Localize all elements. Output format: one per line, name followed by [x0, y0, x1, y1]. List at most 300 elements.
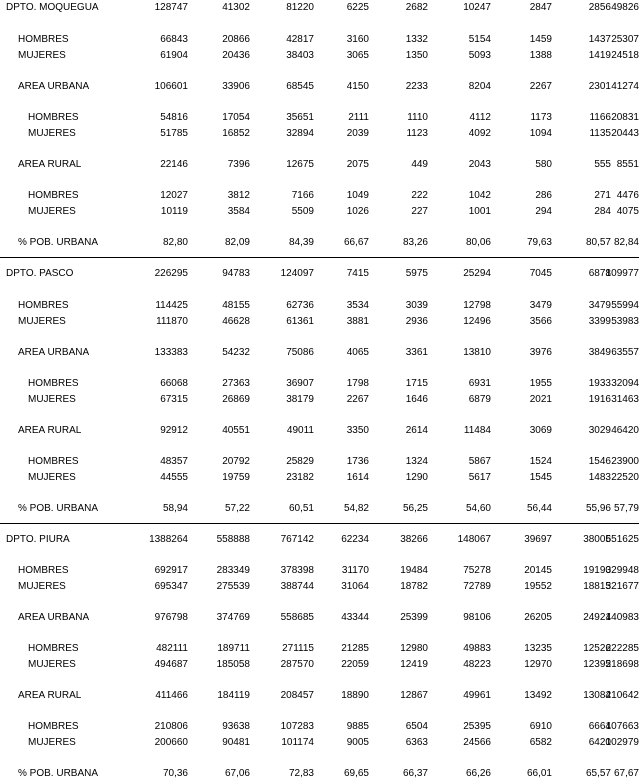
table-cell: 36907 — [286, 378, 314, 389]
table-row — [0, 658, 639, 672]
table-cell: 66843 — [160, 34, 188, 45]
table-cell: 65,57 — [585, 768, 611, 779]
table-cell: 102979 — [605, 737, 639, 748]
table-cell: 329948 — [605, 565, 639, 576]
section-divider — [0, 523, 639, 524]
table-cell: 4476 — [616, 190, 639, 201]
table-cell: 7415 — [346, 268, 369, 279]
table-cell: 114425 — [155, 300, 188, 311]
row-label: MUJERES — [18, 50, 66, 61]
table-row — [0, 533, 639, 547]
table-cell: 1324 — [405, 456, 428, 467]
table-cell: 1736 — [346, 456, 369, 467]
table-cell: 1955 — [529, 378, 552, 389]
table-cell: 8551 — [616, 159, 639, 170]
table-cell: 449 — [411, 159, 428, 170]
table-cell: 1916 — [588, 394, 611, 405]
table-row — [0, 424, 639, 438]
table-cell: 200660 — [154, 737, 188, 748]
table-cell: 3029 — [588, 425, 611, 436]
row-label: HOMBRES — [28, 456, 79, 467]
table-cell: 271115 — [282, 643, 314, 654]
row-label: HOMBRES — [18, 565, 69, 576]
table-cell: 1350 — [405, 50, 428, 61]
table-cell: 66,01 — [526, 768, 552, 779]
table-cell: 94783 — [222, 268, 250, 279]
table-cell: 4092 — [468, 128, 491, 139]
table-cell: 12395 — [583, 659, 611, 670]
table-row — [0, 49, 639, 63]
table-cell: 56,25 — [402, 503, 428, 514]
table-row — [0, 189, 639, 203]
table-cell: 1933 — [588, 378, 611, 389]
table-cell: 1049 — [346, 190, 369, 201]
table-cell: 3399 — [588, 316, 611, 327]
table-row — [0, 80, 639, 94]
table-cell: 84,39 — [288, 237, 314, 248]
table-cell: 1715 — [405, 378, 428, 389]
table-cell: 61361 — [286, 316, 314, 327]
row-label: MUJERES — [28, 128, 76, 139]
table-cell: 148067 — [457, 534, 491, 545]
table-row — [0, 111, 639, 125]
table-cell: 42817 — [286, 34, 314, 45]
table-cell: 8204 — [468, 81, 491, 92]
table-row — [0, 689, 639, 703]
table-cell: 23182 — [286, 472, 314, 483]
table-cell: 1135 — [589, 128, 611, 139]
table-cell: 55,96 — [585, 503, 611, 514]
table-cell: 20831 — [611, 112, 639, 123]
table-cell: 692917 — [154, 565, 188, 576]
table-cell: 5154 — [468, 34, 491, 45]
table-cell: 82,80 — [162, 237, 188, 248]
table-cell: 378398 — [280, 565, 314, 576]
table-cell: 7396 — [227, 159, 250, 170]
table-cell: 374769 — [216, 612, 250, 623]
table-cell: 9005 — [346, 737, 369, 748]
table-cell: 54,60 — [465, 503, 491, 514]
table-row — [0, 502, 639, 516]
table-cell: 3039 — [405, 300, 428, 311]
table-row — [0, 471, 639, 485]
table-row — [0, 205, 639, 219]
table-cell: 651625 — [605, 534, 639, 545]
table-cell: 1001 — [468, 206, 491, 217]
row-label: MUJERES — [28, 737, 76, 748]
row-label: HOMBRES — [28, 378, 79, 389]
table-cell: 3849 — [588, 347, 611, 358]
table-cell: 31170 — [341, 565, 369, 576]
table-cell: 44555 — [160, 472, 188, 483]
table-cell: 2043 — [468, 159, 491, 170]
table-cell: 6225 — [346, 2, 369, 13]
table-cell: 111870 — [156, 316, 188, 327]
table-cell: 13235 — [524, 643, 552, 654]
table-cell: 283349 — [216, 565, 250, 576]
table-cell: 580 — [535, 159, 552, 170]
table-cell: 4112 — [469, 112, 491, 123]
table-cell: 57,22 — [224, 503, 250, 514]
table-cell: 25294 — [463, 268, 491, 279]
table-cell: 286 — [535, 190, 552, 201]
row-label: % POB. URBANA — [18, 768, 99, 779]
table-cell: 35651 — [286, 112, 314, 123]
row-label: MUJERES — [18, 581, 66, 592]
table-cell: 222285 — [605, 643, 639, 654]
table-cell: 226295 — [154, 268, 188, 279]
table-cell: 22520 — [611, 472, 639, 483]
table-cell: 1419 — [588, 50, 611, 61]
table-cell: 287570 — [280, 659, 314, 670]
table-cell: 321677 — [605, 581, 639, 592]
table-cell: 6363 — [405, 737, 428, 748]
table-cell: 13492 — [524, 690, 552, 701]
table-cell: 19552 — [524, 581, 552, 592]
table-cell: 107283 — [280, 721, 314, 732]
table-cell: 4150 — [346, 81, 369, 92]
table-cell: 3976 — [529, 347, 552, 358]
table-cell: 1110 — [407, 112, 428, 123]
table-cell: 80,57 — [585, 237, 611, 248]
table-cell: 66,37 — [402, 768, 428, 779]
table-cell: 24921 — [583, 612, 611, 623]
table-cell: 128747 — [154, 2, 188, 13]
table-cell: 494687 — [154, 659, 188, 670]
row-label: MUJERES — [18, 316, 66, 327]
table-cell: 2021 — [529, 394, 552, 405]
table-row — [0, 158, 639, 172]
table-cell: 11484 — [463, 425, 491, 436]
table-cell: 210642 — [605, 690, 639, 701]
table-cell: 12867 — [400, 690, 428, 701]
table-cell: 58,94 — [162, 503, 188, 514]
table-cell: 20443 — [611, 128, 639, 139]
table-cell: 1388264 — [149, 534, 188, 545]
table-cell: 22146 — [160, 159, 188, 170]
table-cell: 12980 — [400, 643, 428, 654]
table-cell: 6664 — [588, 721, 611, 732]
row-label: AREA URBANA — [18, 612, 90, 623]
table-cell: 1388 — [529, 50, 552, 61]
table-cell: 3584 — [227, 206, 250, 217]
table-cell: 3065 — [346, 50, 369, 61]
table-cell: 1614 — [346, 472, 369, 483]
table-cell: 21285 — [341, 643, 369, 654]
table-cell: 54232 — [222, 347, 250, 358]
table-cell: 49961 — [463, 690, 491, 701]
table-cell: 13084 — [583, 690, 611, 701]
table-cell: 184119 — [217, 690, 250, 701]
table-cell: 6504 — [405, 721, 428, 732]
table-cell: 31463 — [611, 394, 639, 405]
table-row — [0, 1, 639, 15]
table-cell: 81220 — [286, 2, 314, 13]
table-cell: 53983 — [611, 316, 639, 327]
table-cell: 558685 — [280, 612, 314, 623]
table-cell: 56,44 — [526, 503, 552, 514]
table-cell: 101174 — [281, 737, 314, 748]
table-cell: 19190 — [583, 565, 611, 576]
table-cell: 62736 — [286, 300, 314, 311]
table-cell: 4065 — [346, 347, 369, 358]
table-cell: 3160 — [346, 34, 369, 45]
table-cell: 107663 — [605, 721, 639, 732]
table-cell: 3350 — [346, 425, 369, 436]
table-cell: 1173 — [530, 112, 552, 123]
row-label: HOMBRES — [28, 643, 79, 654]
table-cell: 1798 — [346, 378, 369, 389]
table-row — [0, 393, 639, 407]
table-cell: 2682 — [405, 2, 428, 13]
table-cell: 38179 — [286, 394, 314, 405]
table-cell: 66068 — [160, 378, 188, 389]
table-cell: 275539 — [216, 581, 250, 592]
table-cell: 7166 — [291, 190, 314, 201]
table-cell: 38266 — [400, 534, 428, 545]
table-row — [0, 611, 639, 625]
table-cell: 3881 — [346, 316, 369, 327]
table-row — [0, 377, 639, 391]
row-label: HOMBRES — [18, 34, 69, 45]
table-cell: 68545 — [286, 81, 314, 92]
table-cell: 39697 — [524, 534, 552, 545]
table-row — [0, 564, 639, 578]
row-label: AREA URBANA — [18, 347, 90, 358]
table-cell: 31064 — [341, 581, 369, 592]
table-row — [0, 299, 639, 313]
table-cell: 208457 — [280, 690, 314, 701]
table-cell: 1332 — [405, 34, 428, 45]
table-cell: 5867 — [468, 456, 491, 467]
table-cell: 20145 — [524, 565, 552, 576]
table-row — [0, 736, 639, 750]
table-cell: 61904 — [160, 50, 188, 61]
table-row — [0, 455, 639, 469]
row-label: MUJERES — [28, 659, 76, 670]
table-cell: 3479 — [529, 300, 552, 311]
table-cell: 6878 — [588, 268, 611, 279]
table-cell: 388744 — [280, 581, 314, 592]
table-cell: 93638 — [222, 721, 250, 732]
table-cell: 38005 — [583, 534, 611, 545]
table-cell: 80,06 — [465, 237, 491, 248]
table-cell: 22059 — [341, 659, 369, 670]
table-cell: 1546 — [588, 456, 611, 467]
table-cell: 482111 — [156, 643, 188, 654]
table-cell: 3566 — [529, 316, 552, 327]
table-cell: 12027 — [160, 190, 188, 201]
table-cell: 12675 — [286, 159, 314, 170]
table-cell: 75086 — [286, 347, 314, 358]
table-cell: 4075 — [616, 206, 639, 217]
table-cell: 3069 — [529, 425, 552, 436]
row-label: HOMBRES — [28, 721, 79, 732]
table-cell: 1483 — [588, 472, 611, 483]
table-row — [0, 580, 639, 594]
table-cell: 24518 — [611, 50, 639, 61]
table-cell: 18890 — [341, 690, 369, 701]
table-cell: 222 — [411, 190, 428, 201]
table-cell: 25829 — [286, 456, 314, 467]
table-cell: 133383 — [154, 347, 188, 358]
row-label: DPTO. MOQUEGUA — [6, 2, 99, 13]
table-cell: 16852 — [222, 128, 250, 139]
table-cell: 12419 — [400, 659, 428, 670]
table-cell: 2111 — [348, 112, 369, 123]
table-cell: 20866 — [222, 34, 250, 45]
row-label: AREA RURAL — [18, 690, 82, 701]
table-cell: 12526 — [583, 643, 611, 654]
table-row — [0, 720, 639, 734]
table-cell: 38403 — [286, 50, 314, 61]
table-cell: 189711 — [217, 643, 250, 654]
table-cell: 10247 — [463, 2, 491, 13]
table-cell: 2075 — [346, 159, 369, 170]
table-cell: 5093 — [468, 50, 491, 61]
table-cell: 79,63 — [526, 237, 552, 248]
table-cell: 1524 — [529, 456, 552, 467]
table-cell: 67,06 — [224, 768, 250, 779]
row-label: MUJERES — [28, 394, 76, 405]
table-row — [0, 642, 639, 656]
table-cell: 57,79 — [613, 503, 639, 514]
row-label: AREA RURAL — [18, 425, 82, 436]
table-cell: 26205 — [524, 612, 552, 623]
table-cell: 26869 — [222, 394, 250, 405]
table-cell: 6582 — [529, 737, 552, 748]
table-cell: 27363 — [222, 378, 250, 389]
table-cell: 2847 — [529, 2, 552, 13]
table-cell: 1042 — [468, 190, 491, 201]
table-cell: 2614 — [405, 425, 428, 436]
table-cell: 10119 — [160, 206, 188, 217]
table-cell: 3812 — [227, 190, 250, 201]
table-cell: 1437 — [588, 34, 611, 45]
table-cell: 6931 — [468, 378, 491, 389]
table-cell: 67315 — [160, 394, 188, 405]
table-cell: 32894 — [286, 128, 314, 139]
table-cell: 185058 — [216, 659, 250, 670]
table-cell: 18782 — [400, 581, 428, 592]
table-cell: 12970 — [524, 659, 552, 670]
table-cell: 25395 — [463, 721, 491, 732]
row-label: DPTO. PIURA — [6, 534, 70, 545]
table-cell: 3534 — [346, 300, 369, 311]
table-cell: 1094 — [529, 128, 552, 139]
table-cell: 1459 — [529, 34, 552, 45]
table-cell: 1545 — [529, 472, 552, 483]
table-cell: 54816 — [160, 112, 188, 123]
row-label: HOMBRES — [28, 112, 79, 123]
table-cell: 5975 — [405, 268, 428, 279]
table-cell: 20436 — [222, 50, 250, 61]
table-cell: 411466 — [155, 690, 188, 701]
table-cell: 2267 — [529, 81, 552, 92]
table-cell: 3361 — [405, 347, 428, 358]
table-cell: 6420 — [588, 737, 611, 748]
table-cell: 43344 — [341, 612, 369, 623]
table-cell: 227 — [411, 206, 428, 217]
row-label: HOMBRES — [28, 190, 79, 201]
table-cell: 75278 — [463, 565, 491, 576]
table-cell: 40551 — [222, 425, 250, 436]
table-cell: 62234 — [341, 534, 369, 545]
table-cell: 69,65 — [343, 768, 369, 779]
table-row — [0, 315, 639, 329]
table-cell: 284 — [594, 206, 611, 217]
table-cell: 2267 — [346, 394, 369, 405]
table-cell: 48155 — [222, 300, 250, 311]
table-cell: 46628 — [222, 316, 250, 327]
table-cell: 83,26 — [402, 237, 428, 248]
table-cell: 12496 — [463, 316, 491, 327]
table-cell: 25399 — [400, 612, 428, 623]
table-cell: 2936 — [405, 316, 428, 327]
table-cell: 49883 — [463, 643, 491, 654]
table-cell: 63557 — [611, 347, 639, 358]
table-cell: 12798 — [463, 300, 491, 311]
table-cell: 1290 — [405, 472, 428, 483]
table-cell: 9885 — [346, 721, 369, 732]
table-cell: 6910 — [529, 721, 552, 732]
table-cell: 210806 — [154, 721, 188, 732]
table-cell: 41274 — [611, 81, 639, 92]
table-cell: 46420 — [611, 425, 639, 436]
table-cell: 72789 — [463, 581, 491, 592]
table-cell: 49826 — [611, 2, 639, 13]
table-cell: 440983 — [605, 612, 639, 623]
table-cell: 54,82 — [343, 503, 369, 514]
table-cell: 1166 — [589, 112, 611, 123]
table-cell: 90481 — [222, 737, 250, 748]
table-row — [0, 346, 639, 360]
table-row — [0, 127, 639, 141]
table-cell: 18815 — [583, 581, 611, 592]
table-cell: 20792 — [222, 456, 250, 467]
table-cell: 1123 — [406, 128, 428, 139]
row-label: % POB. URBANA — [18, 503, 99, 514]
table-row — [0, 267, 639, 281]
row-label: HOMBRES — [18, 300, 69, 311]
table-cell: 41302 — [222, 2, 250, 13]
table-cell: 82,09 — [224, 237, 250, 248]
table-cell: 49011 — [286, 425, 314, 436]
row-label: AREA URBANA — [18, 81, 90, 92]
table-cell: 92912 — [160, 425, 188, 436]
table-cell: 2039 — [346, 128, 369, 139]
table-cell: 767142 — [280, 534, 314, 545]
row-label: MUJERES — [28, 472, 76, 483]
table-cell: 25307 — [611, 34, 639, 45]
table-cell: 1646 — [405, 394, 428, 405]
table-cell: 271 — [594, 190, 611, 201]
table-cell: 13810 — [463, 347, 491, 358]
table-cell: 3479 — [588, 300, 611, 311]
table-cell: 33906 — [222, 81, 250, 92]
table-cell: 55994 — [611, 300, 639, 311]
table-cell: 109977 — [605, 268, 639, 279]
table-cell: 48223 — [463, 659, 491, 670]
table-cell: 555 — [594, 159, 611, 170]
table-cell: 7045 — [529, 268, 552, 279]
table-cell: 66,67 — [343, 237, 369, 248]
table-cell: 6879 — [468, 394, 491, 405]
table-cell: 23900 — [611, 456, 639, 467]
row-label: DPTO. PASCO — [6, 268, 74, 279]
table-cell: 19759 — [222, 472, 250, 483]
table-cell: 48357 — [160, 456, 188, 467]
